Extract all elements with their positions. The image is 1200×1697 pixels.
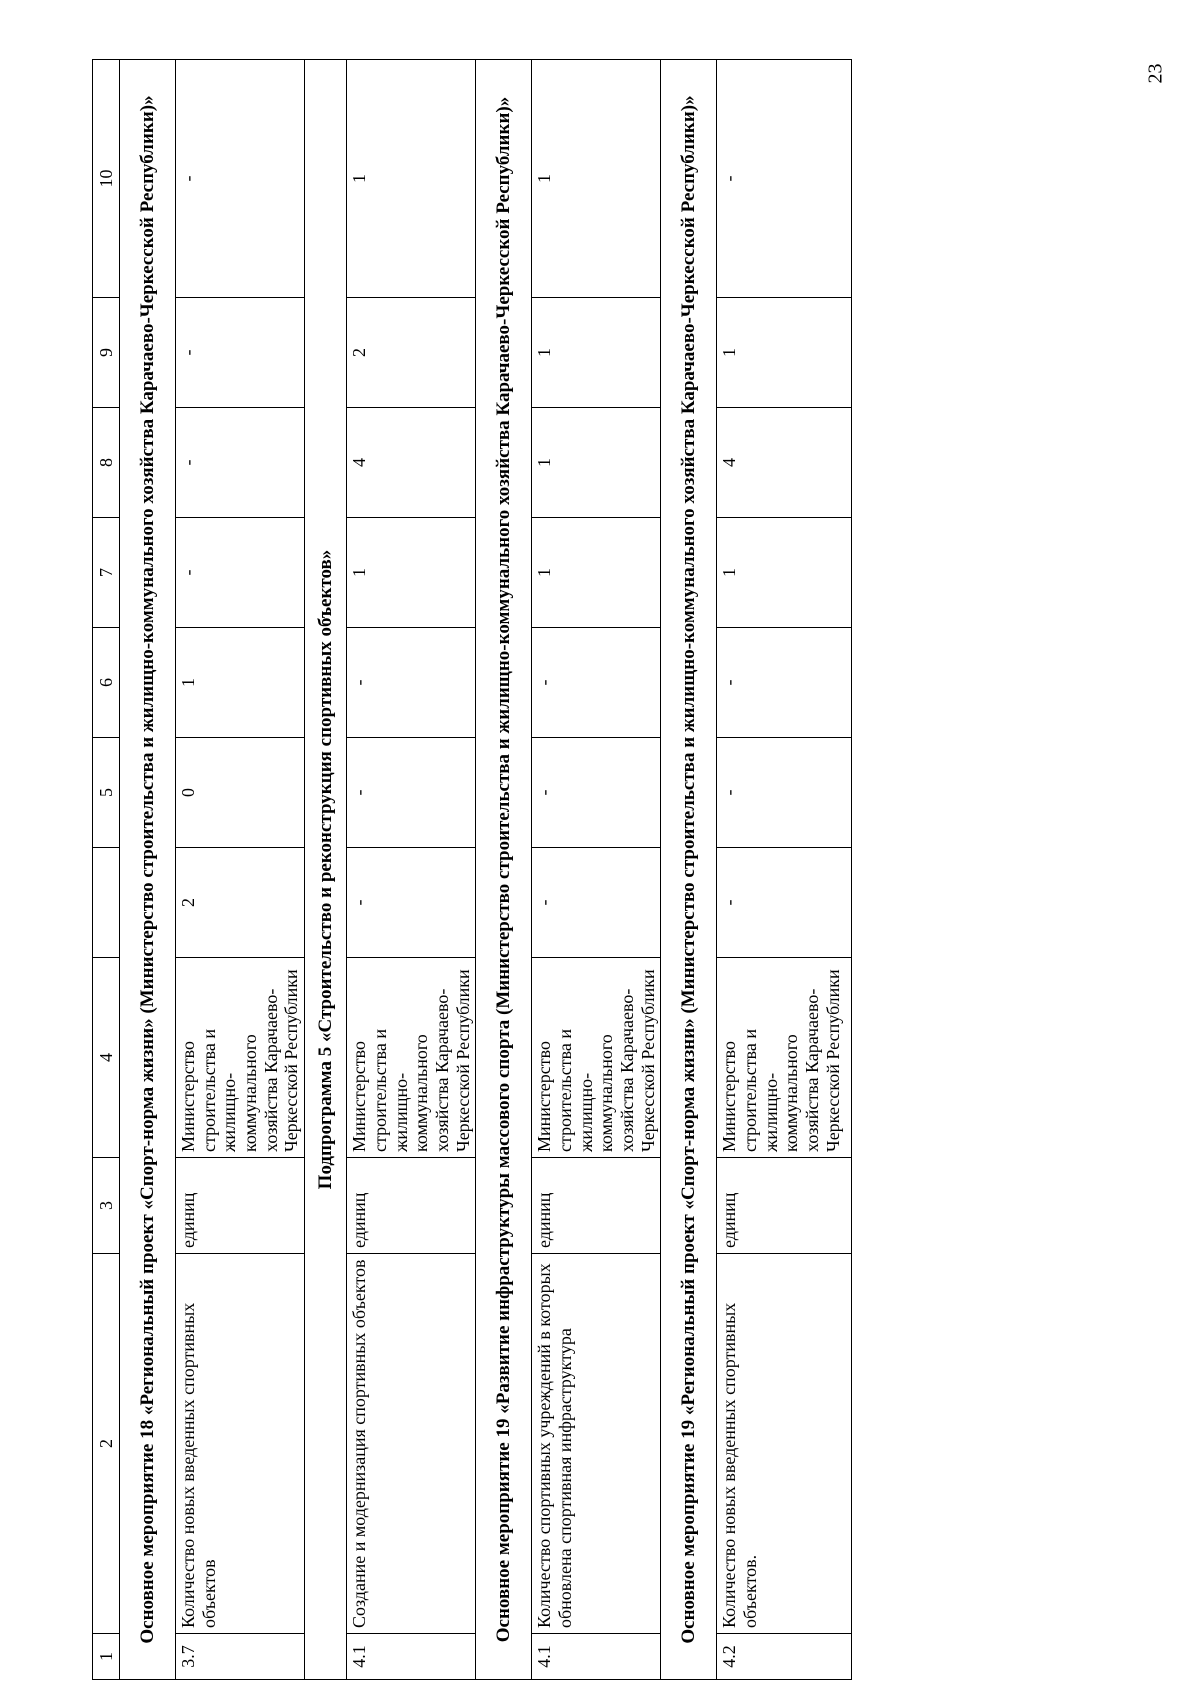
- unit: единиц: [532, 1158, 661, 1254]
- col-header: 3: [93, 1158, 120, 1254]
- section-title: Основное мероприятие 19 «Региональный проект «Спорт-норма жизни» (Министерство строительства и жилищно-коммунального хозяйства Карачаево-Черкесской Республики)»: [661, 60, 717, 1680]
- unit: единиц: [176, 1158, 305, 1254]
- unit: единиц: [717, 1158, 852, 1254]
- value-cell: 1: [717, 298, 852, 408]
- value-cell: -: [717, 628, 852, 738]
- value-cell: 1: [532, 298, 661, 408]
- value-cell: -: [532, 848, 661, 958]
- indicator-name: Количество спортивных учреждений в которых обновлена спортивная инфраструктура: [532, 1254, 661, 1634]
- table-row: [176, 60, 305, 1680]
- value-cell: 1: [532, 408, 661, 518]
- indicators-table: [92, 59, 852, 1680]
- responsible-org: Министерство строительства и жилищно-коммунального хозяйства Карачаево-Черкесской Республики: [717, 958, 852, 1158]
- value-cell: 1: [347, 60, 476, 298]
- responsible-org: Министерство строительства и жилищно-коммунального хозяйства Карачаево-Черкесской Республики: [176, 958, 305, 1158]
- rotated-table-container: [92, 60, 852, 1680]
- responsible-org: Министерство строительства и жилищно-коммунального хозяйства Карачаево-Черкесской Республики: [532, 958, 661, 1158]
- value-cell: -: [347, 738, 476, 848]
- value-cell: 1: [532, 60, 661, 298]
- col-header: 8: [93, 408, 120, 518]
- value-cell: 4: [717, 408, 852, 518]
- col-header: 10: [93, 60, 120, 298]
- section-heading-row: [476, 60, 532, 1680]
- value-cell: 2: [176, 848, 305, 958]
- row-number: 4.1: [347, 1634, 476, 1680]
- value-cell: 1: [717, 518, 852, 628]
- col-header: 5: [93, 738, 120, 848]
- value-cell: -: [717, 848, 852, 958]
- section-heading-row: [661, 60, 717, 1680]
- row-number: 4.2: [717, 1634, 852, 1680]
- section-title: Основное мероприятие 19 «Развитие инфраструктуры массового спорта (Министерство строительства и жилищно-коммунального хозяйства Карачаево-Черкесской Республики)»: [476, 60, 532, 1680]
- unit: единиц: [347, 1158, 476, 1254]
- value-cell: -: [532, 738, 661, 848]
- value-cell: -: [532, 628, 661, 738]
- table-row: [532, 60, 661, 1680]
- value-cell: -: [176, 60, 305, 298]
- value-cell: 1: [532, 518, 661, 628]
- table-row: [717, 60, 852, 1680]
- indicator-name: Количество новых введенных спортивных объектов: [176, 1254, 305, 1634]
- row-number: 3.7: [176, 1634, 305, 1680]
- value-cell: -: [717, 738, 852, 848]
- responsible-org: Министерство строительства и жилищно-коммунального хозяйства Карачаево-Черкесской Республики: [347, 958, 476, 1158]
- value-cell: -: [717, 60, 852, 298]
- col-header: 7: [93, 518, 120, 628]
- value-cell: -: [347, 848, 476, 958]
- value-cell: -: [176, 298, 305, 408]
- value-cell: -: [176, 408, 305, 518]
- page-number: 23: [1144, 63, 1167, 84]
- indicator-name: Создание и модернизация спортивных объектов: [347, 1254, 476, 1634]
- section-heading-row: [305, 60, 347, 1680]
- value-cell: -: [176, 518, 305, 628]
- value-cell: 1: [176, 628, 305, 738]
- value-cell: 0: [176, 738, 305, 848]
- section-heading-row: [120, 60, 176, 1680]
- section-title: Подпрограмма 5 «Строительство и реконструкция спортивных объектов»: [305, 60, 347, 1680]
- value-cell: 1: [347, 518, 476, 628]
- value-cell: 4: [347, 408, 476, 518]
- row-number: 4.1: [532, 1634, 661, 1680]
- col-header: 1: [93, 1634, 120, 1680]
- col-header: 6: [93, 628, 120, 738]
- value-cell: 2: [347, 298, 476, 408]
- col-header: [93, 848, 120, 958]
- column-number-row: [93, 60, 120, 1680]
- indicator-name: Количество новых введенных спортивных объектов.: [717, 1254, 852, 1634]
- col-header: 4: [93, 958, 120, 1158]
- table-row: [347, 60, 476, 1680]
- col-header: 2: [93, 1254, 120, 1634]
- col-header: 9: [93, 298, 120, 408]
- section-title: Основное мероприятие 18 «Региональный проект «Спорт-норма жизни» (Министерство строительства и жилищно-коммунального хозяйства Карачаево-Черкесской Республики)»: [120, 60, 176, 1680]
- value-cell: -: [347, 628, 476, 738]
